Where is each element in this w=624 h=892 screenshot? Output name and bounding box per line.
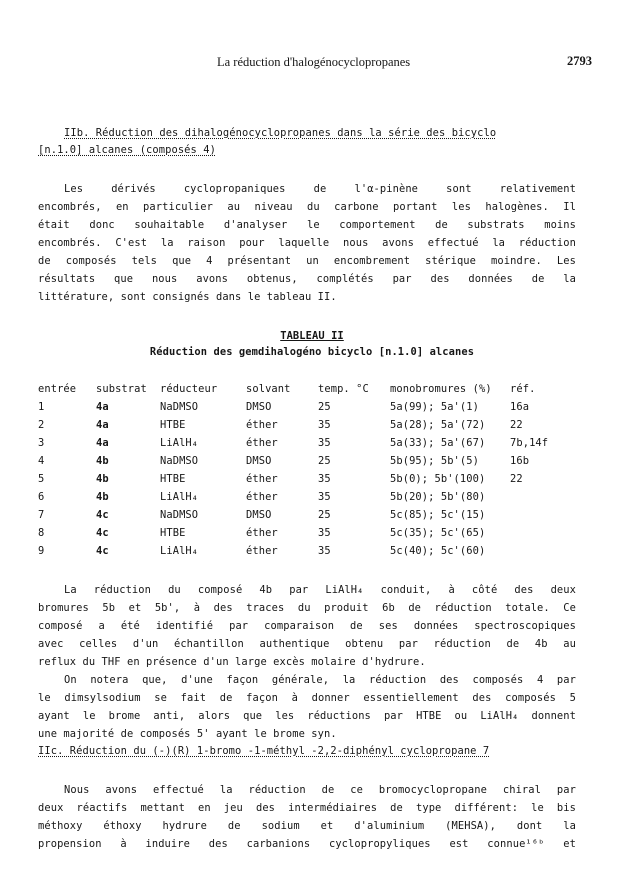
reductant-cell: NaDMSO (160, 455, 199, 467)
text-line: On notera que, d'une façon générale, la réduction des composés 4 par (64, 674, 576, 686)
text-line: reflux du THF en présence d'un large excès molaire d'hydrure. (38, 656, 426, 668)
text-line: littérature, sont consignés dans le tableau II. (38, 291, 337, 303)
monobromides-cell: 5b(20); 5b'(80) (390, 491, 486, 503)
column-header: réf. (510, 383, 536, 395)
solvent-cell: éther (246, 437, 278, 449)
solvent-cell: DMSO (246, 455, 272, 467)
text-line: propension à induire des carbanions cyclopropyliques est connue¹⁶ᵇ et (38, 838, 576, 850)
reductant-cell: HTBE (160, 473, 186, 485)
solvent-cell: éther (246, 473, 278, 485)
substrate-cell: 4b (96, 473, 109, 485)
reductant-cell: LiAlH₄ (160, 491, 199, 503)
reductant-cell: NaDMSO (160, 509, 199, 521)
temperature-cell: 25 (318, 455, 331, 467)
reference-cell: 16a (510, 401, 530, 413)
entry-cell: 7 (38, 509, 45, 521)
temperature-cell: 35 (318, 419, 331, 431)
reductant-cell: HTBE (160, 419, 186, 431)
reference-cell: 16b (510, 455, 530, 467)
solvent-cell: éther (246, 491, 278, 503)
solvent-cell: éther (246, 419, 278, 431)
substrate-cell: 4a (96, 401, 109, 413)
solvent-cell: éther (246, 527, 278, 539)
entry-cell: 9 (38, 545, 45, 557)
reference-cell: 7b,14f (510, 437, 549, 449)
running-head: La réduction d'halogénocyclopropanes (217, 55, 411, 69)
column-header: temp. °C (318, 383, 369, 395)
reductant-cell: LiAlH₄ (160, 545, 199, 557)
entry-cell: 4 (38, 455, 45, 467)
heading-line: IIb. Réduction des dihalogénocyclopropanes dans la série des bicyclo (64, 127, 497, 139)
text-line: le dimsylsodium se fait de façon à donner essentiellement des composés 5 (38, 692, 576, 704)
entry-cell: 3 (38, 437, 45, 449)
monobromides-cell: 5c(35); 5c'(65) (390, 527, 486, 539)
column-header: entrée (38, 383, 77, 395)
temperature-cell: 35 (318, 491, 331, 503)
column-header: solvant (246, 383, 291, 395)
temperature-cell: 25 (318, 509, 331, 521)
table-title: TABLEAU II (280, 330, 344, 342)
text-line: résultats que nous avons obtenus, complétés par des données de la (38, 273, 576, 285)
text-line: encombrés, en particulier au niveau du carbone portant les halogènes. Il (38, 201, 576, 213)
substrate-cell: 4a (96, 419, 109, 431)
text-line: encombrés. C'est la raison pour laquelle nous avons effectué la réduction (38, 237, 576, 249)
text-line: La réduction du composé 4b par LiAlH₄ conduit, à côté des deux (64, 584, 576, 596)
substrate-cell: 4b (96, 491, 109, 503)
text-line: avec celles d'un échantillon authentique obtenu par réduction de 4b au (38, 638, 576, 650)
text-line: une majorité de composés 5' ayant le brome syn. (38, 728, 337, 740)
text-line: de composés tels que 4 présentant un encombrement stérique moindre. Les (38, 255, 576, 267)
entry-cell: 6 (38, 491, 45, 503)
text-line: Les dérivés cyclopropaniques de l'α-pinène sont relativement (64, 183, 576, 195)
solvent-cell: éther (246, 545, 278, 557)
text-line: ayant le brome anti, alors que les réductions par HTBE ou LiAlH₄ donnent (38, 710, 576, 722)
text-line: Nous avons effectué la réduction de ce bromocyclopropane chiral par (64, 784, 576, 796)
text-line: deux réactifs mettant en jeu des intermédiaires de type différent: le bis (38, 802, 576, 814)
monobromides-cell: 5b(0); 5b'(100) (390, 473, 486, 485)
solvent-cell: DMSO (246, 401, 272, 413)
substrate-cell: 4c (96, 545, 109, 557)
temperature-cell: 35 (318, 545, 331, 557)
substrate-cell: 4c (96, 509, 109, 521)
page-number: 2793 (567, 54, 592, 68)
temperature-cell: 35 (318, 527, 331, 539)
text-line: était donc souhaitable d'analyser le comportement de substrats moins (38, 219, 576, 231)
reductant-cell: HTBE (160, 527, 186, 539)
entry-cell: 8 (38, 527, 45, 539)
reference-cell: 22 (510, 419, 523, 431)
substrate-cell: 4b (96, 455, 109, 467)
temperature-cell: 35 (318, 437, 331, 449)
temperature-cell: 35 (318, 473, 331, 485)
section-heading-IIc: IIc. Réduction du (-)(R) 1-bromo -1-méthyl -2,2-diphényl cyclopropane 7 (38, 745, 490, 757)
substrate-cell: 4a (96, 437, 109, 449)
reference-cell: 22 (510, 473, 523, 485)
entry-cell: 2 (38, 419, 45, 431)
solvent-cell: DMSO (246, 509, 272, 521)
entry-cell: 1 (38, 401, 45, 413)
reductant-cell: NaDMSO (160, 401, 199, 413)
reductant-cell: LiAlH₄ (160, 437, 199, 449)
substrate-cell: 4c (96, 527, 109, 539)
text-line: composé a été identifié par comparaison de ses données spectroscopiques (38, 620, 576, 632)
text-line: bromures 5b et 5b', à des traces du produit 6b de réduction totale. Ce (38, 602, 576, 614)
heading-line: [n.1.0] alcanes (composés 4) (38, 144, 216, 156)
column-header: réducteur (160, 383, 218, 395)
monobromides-cell: 5a(33); 5a'(67) (390, 437, 486, 449)
text-line: méthoxy éthoxy hydrure de sodium et d'aluminium (MEHSA), dont la (38, 820, 576, 832)
temperature-cell: 25 (318, 401, 331, 413)
monobromides-cell: 5c(40); 5c'(60) (390, 545, 486, 557)
column-header: substrat (96, 383, 147, 395)
monobromides-cell: 5a(28); 5a'(72) (390, 419, 486, 431)
column-header: monobromures (%) (390, 383, 492, 395)
entry-cell: 5 (38, 473, 45, 485)
monobromides-cell: 5b(95); 5b'(5) (390, 455, 479, 467)
monobromides-cell: 5c(85); 5c'(15) (390, 509, 486, 521)
table-caption: Réduction des gemdihalogéno bicyclo [n.1.0] alcanes (149, 346, 475, 358)
monobromides-cell: 5a(99); 5a'(1) (390, 401, 479, 413)
